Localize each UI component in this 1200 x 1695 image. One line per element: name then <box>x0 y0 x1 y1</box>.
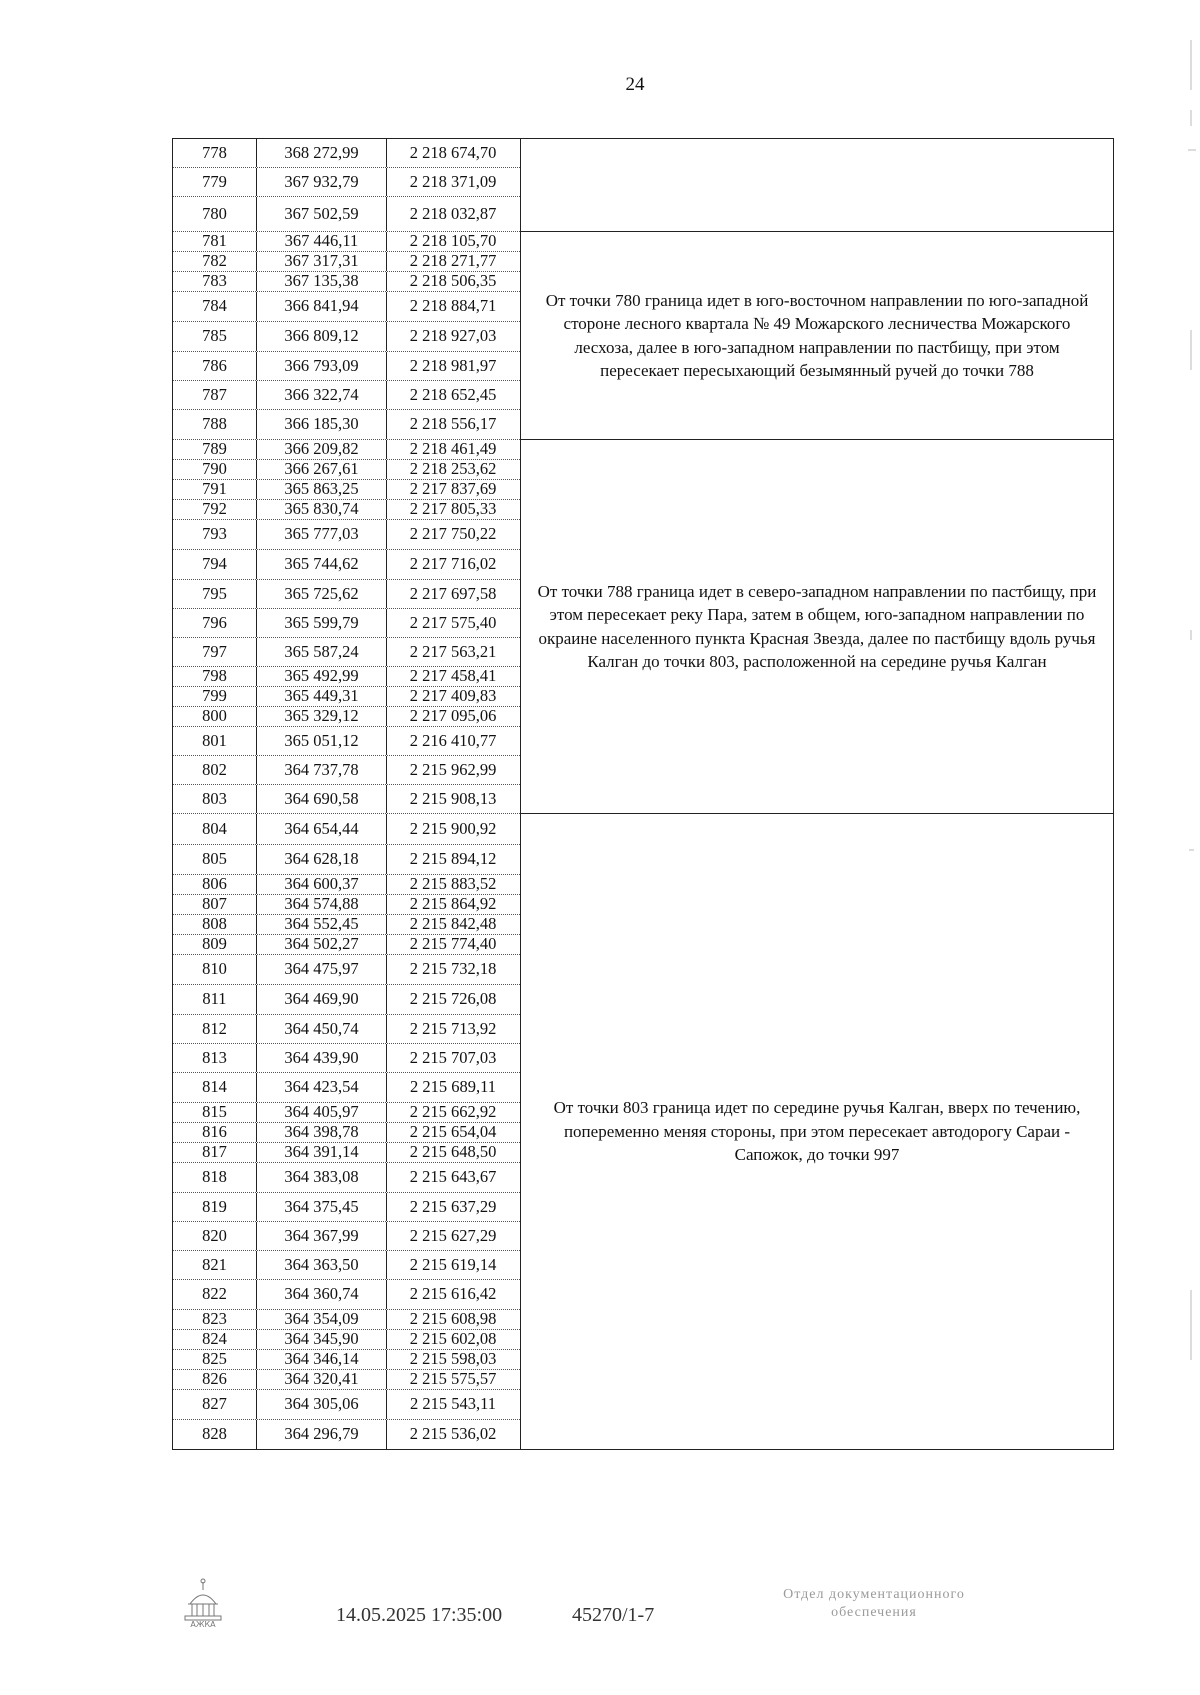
coordinate-y: 2 215 619,14 <box>409 1254 497 1274</box>
table-row <box>173 410 520 440</box>
point-number: 828 <box>173 1420 257 1449</box>
registry-logo-icon <box>180 1578 226 1628</box>
coordinate-x: 365 830,74 <box>257 500 387 519</box>
point-number: 790 <box>173 460 257 479</box>
coordinate-y: 2 218 927,03 <box>409 326 497 346</box>
coordinate-y: 2 215 900,92 <box>409 818 497 838</box>
coordinate-y: 2 217 095,06 <box>409 706 497 726</box>
point-number: 799 <box>173 687 257 706</box>
point-number: 808 <box>173 915 257 934</box>
boundary-description <box>521 139 1113 232</box>
table-row <box>173 667 520 687</box>
coordinate-x: 364 367,99 <box>257 1222 387 1250</box>
scan-edge-marks <box>1184 30 1198 1430</box>
coordinate-y: 2 217 837,69 <box>409 479 497 499</box>
table-row <box>173 292 520 322</box>
point-number: 785 <box>173 322 257 351</box>
table-row <box>173 985 520 1015</box>
coordinate-x: 365 744,62 <box>257 550 387 579</box>
coordinate-y: 2 215 689,11 <box>409 1077 496 1097</box>
footer-datetime: 14.05.2025 17:35:00 <box>336 1604 503 1626</box>
table-row <box>173 785 520 814</box>
point-number: 804 <box>173 814 257 844</box>
coordinate-y: 2 218 884,71 <box>409 296 497 316</box>
table-row <box>173 1350 520 1370</box>
coordinate-y: 2 215 648,50 <box>409 1142 497 1162</box>
point-number: 781 <box>173 232 257 251</box>
coordinate-x: 365 051,12 <box>257 727 387 755</box>
point-number: 824 <box>173 1330 257 1349</box>
table-row <box>173 139 520 168</box>
coordinate-y: 2 215 602,08 <box>409 1329 497 1349</box>
point-number: 780 <box>173 197 257 231</box>
point-number: 794 <box>173 550 257 579</box>
coordinate-y: 2 215 883,52 <box>409 874 497 894</box>
table-row <box>173 1103 520 1123</box>
coordinate-x: 364 383,08 <box>257 1163 387 1192</box>
coordinate-x: 366 793,09 <box>257 352 387 380</box>
point-number: 793 <box>173 520 257 549</box>
coordinate-x: 364 654,44 <box>257 814 387 844</box>
table-row <box>173 1015 520 1044</box>
point-number: 779 <box>173 168 257 196</box>
coordinate-x: 364 375,45 <box>257 1193 387 1221</box>
coordinate-y: 2 218 556,17 <box>409 414 497 434</box>
point-number: 819 <box>173 1193 257 1221</box>
table-row <box>173 381 520 410</box>
coordinate-y: 2 215 842,48 <box>409 914 497 934</box>
coordinate-x: 365 863,25 <box>257 480 387 499</box>
point-number: 821 <box>173 1251 257 1279</box>
table-row <box>173 727 520 756</box>
table-row <box>173 1420 520 1449</box>
coordinate-y: 2 215 894,12 <box>409 849 497 869</box>
point-number: 818 <box>173 1163 257 1192</box>
coordinate-y: 2 217 458,41 <box>409 666 497 686</box>
coordinate-y: 2 217 716,02 <box>409 554 497 574</box>
coordinate-y: 2 217 563,21 <box>409 641 497 661</box>
table-row <box>173 500 520 520</box>
coordinate-y: 2 215 616,42 <box>409 1284 497 1304</box>
point-number: 814 <box>173 1073 257 1102</box>
point-number: 826 <box>173 1370 257 1389</box>
boundary-description: От точки 803 граница идет по середине ручья Калган, вверх по течению, попеременно меняя стороны, при этом пересекает автодорогу Сараи - Сапожок, до точки 997 <box>553 1098 1081 1165</box>
table-row <box>173 580 520 609</box>
coordinate-y: 2 215 643,67 <box>409 1167 497 1187</box>
coordinate-x: 364 469,90 <box>257 985 387 1014</box>
table-row <box>173 352 520 381</box>
table-row <box>173 520 520 550</box>
point-number: 787 <box>173 381 257 409</box>
coordinate-x: 364 690,58 <box>257 785 387 813</box>
department-line-2: обеспечения <box>831 1604 917 1620</box>
table-row <box>173 756 520 785</box>
table-row <box>173 322 520 352</box>
coordinate-y: 2 218 371,09 <box>409 171 497 191</box>
point-number: 792 <box>173 500 257 519</box>
coordinate-y: 2 215 908,13 <box>409 788 497 808</box>
coordinate-x: 365 599,79 <box>257 609 387 637</box>
table-row <box>173 550 520 580</box>
point-number: 786 <box>173 352 257 380</box>
coordinate-x: 364 450,74 <box>257 1015 387 1043</box>
coordinate-x: 364 320,41 <box>257 1370 387 1389</box>
coordinate-x: 367 446,11 <box>257 232 387 251</box>
point-number: 805 <box>173 845 257 874</box>
coordinates-columns <box>173 139 521 1449</box>
point-number: 800 <box>173 707 257 726</box>
coordinate-y: 2 218 461,49 <box>409 439 497 459</box>
point-number: 822 <box>173 1280 257 1309</box>
coordinate-x: 364 423,54 <box>257 1073 387 1102</box>
coordinate-y: 2 217 575,40 <box>409 612 497 632</box>
coordinate-y: 2 217 805,33 <box>409 499 497 519</box>
table-row <box>173 814 520 845</box>
coordinate-y: 2 218 674,70 <box>409 142 497 162</box>
coordinate-x: 364 439,90 <box>257 1044 387 1072</box>
point-number: 820 <box>173 1222 257 1250</box>
coordinate-y: 2 215 774,40 <box>409 934 497 954</box>
table-row <box>173 935 520 955</box>
point-number: 791 <box>173 480 257 499</box>
coordinate-y: 2 215 726,08 <box>409 989 497 1009</box>
table-row <box>173 707 520 727</box>
table-row <box>173 440 520 460</box>
coordinate-y: 2 218 506,35 <box>409 271 497 291</box>
coordinates-table <box>172 138 1114 1450</box>
description-column <box>521 139 1113 1449</box>
table-row <box>173 638 520 667</box>
coordinate-y: 2 215 575,57 <box>409 1369 497 1389</box>
coordinate-x: 367 135,38 <box>257 272 387 291</box>
coordinate-x: 365 329,12 <box>257 707 387 726</box>
coordinate-x: 367 317,31 <box>257 252 387 271</box>
department-line-1: Отдел документационного <box>783 1587 965 1602</box>
coordinate-x: 364 628,18 <box>257 845 387 874</box>
table-row <box>173 875 520 895</box>
boundary-description: От точки 788 граница идет в северо-западном направлении по пастбищу, при этом пересекает реку Пара, затем в общем, юго-западном направлении по окраине населенного пункта Красная Звезда, далее по пастбищу вдоль ручья Калган до точки 803, расположенной на середине ручья Калган <box>521 440 1113 814</box>
point-number: 802 <box>173 756 257 784</box>
coordinate-x: 365 725,62 <box>257 580 387 608</box>
coordinate-x: 367 502,59 <box>257 197 387 231</box>
coordinate-x: 364 398,78 <box>257 1123 387 1142</box>
point-number: 789 <box>173 440 257 459</box>
table-row <box>173 252 520 272</box>
point-number: 823 <box>173 1310 257 1329</box>
table-row <box>173 687 520 707</box>
table-row <box>173 1390 520 1420</box>
coordinate-x: 364 391,14 <box>257 1143 387 1162</box>
point-number: 778 <box>173 139 257 167</box>
coordinate-y: 2 218 032,87 <box>409 203 497 223</box>
coordinate-x: 364 737,78 <box>257 756 387 784</box>
coordinate-x: 366 209,82 <box>257 440 387 459</box>
coordinate-x: 364 552,45 <box>257 915 387 934</box>
coordinate-y: 2 215 536,02 <box>409 1424 497 1444</box>
coordinate-y: 2 215 627,29 <box>409 1225 497 1245</box>
coordinate-y: 2 216 410,77 <box>409 730 497 750</box>
coordinate-y: 2 217 409,83 <box>409 686 497 706</box>
table-row <box>173 1143 520 1163</box>
coordinate-x: 367 932,79 <box>257 168 387 196</box>
coordinate-x: 364 354,09 <box>257 1310 387 1329</box>
coordinate-y: 2 215 543,11 <box>409 1394 496 1414</box>
point-number: 817 <box>173 1143 257 1162</box>
point-number: 798 <box>173 667 257 686</box>
point-number: 803 <box>173 785 257 813</box>
coordinate-y: 2 215 707,03 <box>409 1047 497 1067</box>
coordinate-x: 364 360,74 <box>257 1280 387 1309</box>
point-number: 788 <box>173 410 257 439</box>
table-row <box>173 895 520 915</box>
coordinate-y: 2 218 271,77 <box>409 251 497 271</box>
table-row <box>173 232 520 252</box>
table-row <box>173 915 520 935</box>
table-row <box>173 460 520 480</box>
coordinate-x: 364 363,50 <box>257 1251 387 1279</box>
coordinate-x: 364 296,79 <box>257 1420 387 1449</box>
table-row <box>173 1073 520 1103</box>
table-row <box>173 955 520 985</box>
table-row <box>173 1310 520 1330</box>
table-row <box>173 272 520 292</box>
logo-text: АЖКА <box>190 1620 216 1628</box>
coordinate-y: 2 217 697,58 <box>409 583 497 603</box>
point-number: 811 <box>173 985 257 1014</box>
coordinate-x: 366 809,12 <box>257 322 387 351</box>
table-row <box>173 1280 520 1310</box>
coordinate-x: 364 600,37 <box>257 875 387 894</box>
point-number: 816 <box>173 1123 257 1142</box>
coordinate-x: 364 574,88 <box>257 895 387 914</box>
boundary-description: От точки 780 граница идет в юго-восточном направлении по юго-западной стороне лесного квартала № 49 Можарского лесничества Можарского лесхоза, далее в юго-западном направлении по пастбищу, при этом пересекает пересыхающий безымянный ручей до точки 788 <box>521 232 1113 440</box>
coordinate-y: 2 215 654,04 <box>409 1122 497 1142</box>
coordinate-y: 2 215 732,18 <box>409 959 497 979</box>
point-number: 797 <box>173 638 257 666</box>
point-number: 815 <box>173 1103 257 1122</box>
coordinate-x: 366 322,74 <box>257 381 387 409</box>
point-number: 807 <box>173 895 257 914</box>
page-number: 24 <box>625 74 645 95</box>
coordinate-y: 2 215 662,92 <box>409 1102 497 1122</box>
coordinate-x: 365 449,31 <box>257 687 387 706</box>
point-number: 782 <box>173 252 257 271</box>
coordinate-x: 364 475,97 <box>257 955 387 984</box>
coordinate-y: 2 215 864,92 <box>409 894 497 914</box>
table-row <box>173 1163 520 1193</box>
coordinate-y: 2 218 253,62 <box>409 459 497 479</box>
coordinate-y: 2 215 713,92 <box>409 1018 497 1038</box>
point-number: 809 <box>173 935 257 954</box>
table-row <box>173 1251 520 1280</box>
coordinate-y: 2 215 608,98 <box>409 1309 497 1329</box>
point-number: 801 <box>173 727 257 755</box>
coordinate-y: 2 217 750,22 <box>409 524 497 544</box>
point-number: 806 <box>173 875 257 894</box>
coordinate-y: 2 218 981,97 <box>409 355 497 375</box>
point-number: 827 <box>173 1390 257 1419</box>
table-row <box>173 1370 520 1390</box>
table-row <box>173 1123 520 1143</box>
table-row <box>173 609 520 638</box>
point-number: 825 <box>173 1350 257 1369</box>
table-row <box>173 1044 520 1073</box>
coordinate-x: 364 405,97 <box>257 1103 387 1122</box>
coordinate-y: 2 215 962,99 <box>409 759 497 779</box>
coordinate-x: 364 305,06 <box>257 1390 387 1419</box>
coordinate-x: 366 841,94 <box>257 292 387 321</box>
point-number: 810 <box>173 955 257 984</box>
point-number: 784 <box>173 292 257 321</box>
coordinate-x: 364 345,90 <box>257 1330 387 1349</box>
coordinate-y: 2 215 637,29 <box>409 1196 497 1216</box>
point-number: 813 <box>173 1044 257 1072</box>
coordinate-y: 2 218 652,45 <box>409 384 497 404</box>
coordinate-x: 366 185,30 <box>257 410 387 439</box>
table-row <box>173 168 520 197</box>
table-row <box>173 1193 520 1222</box>
coordinate-y: 2 215 598,03 <box>409 1349 497 1369</box>
footer-document-number: 45270/1-7 <box>572 1604 655 1626</box>
point-number: 796 <box>173 609 257 637</box>
footer-department-stamp <box>724 1586 1024 1621</box>
coordinate-x: 366 267,61 <box>257 460 387 479</box>
table-row <box>173 197 520 232</box>
coordinate-x: 364 346,14 <box>257 1350 387 1369</box>
table-row <box>173 480 520 500</box>
point-number: 812 <box>173 1015 257 1043</box>
coordinate-x: 368 272,99 <box>257 139 387 167</box>
coordinate-x: 365 777,03 <box>257 520 387 549</box>
coordinate-x: 364 502,27 <box>257 935 387 954</box>
point-number: 783 <box>173 272 257 291</box>
table-row <box>173 1222 520 1251</box>
point-number: 795 <box>173 580 257 608</box>
coordinate-x: 365 492,99 <box>257 667 387 686</box>
coordinate-x: 365 587,24 <box>257 638 387 666</box>
table-row <box>173 845 520 875</box>
table-row <box>173 1330 520 1350</box>
coordinate-y: 2 218 105,70 <box>409 231 497 251</box>
